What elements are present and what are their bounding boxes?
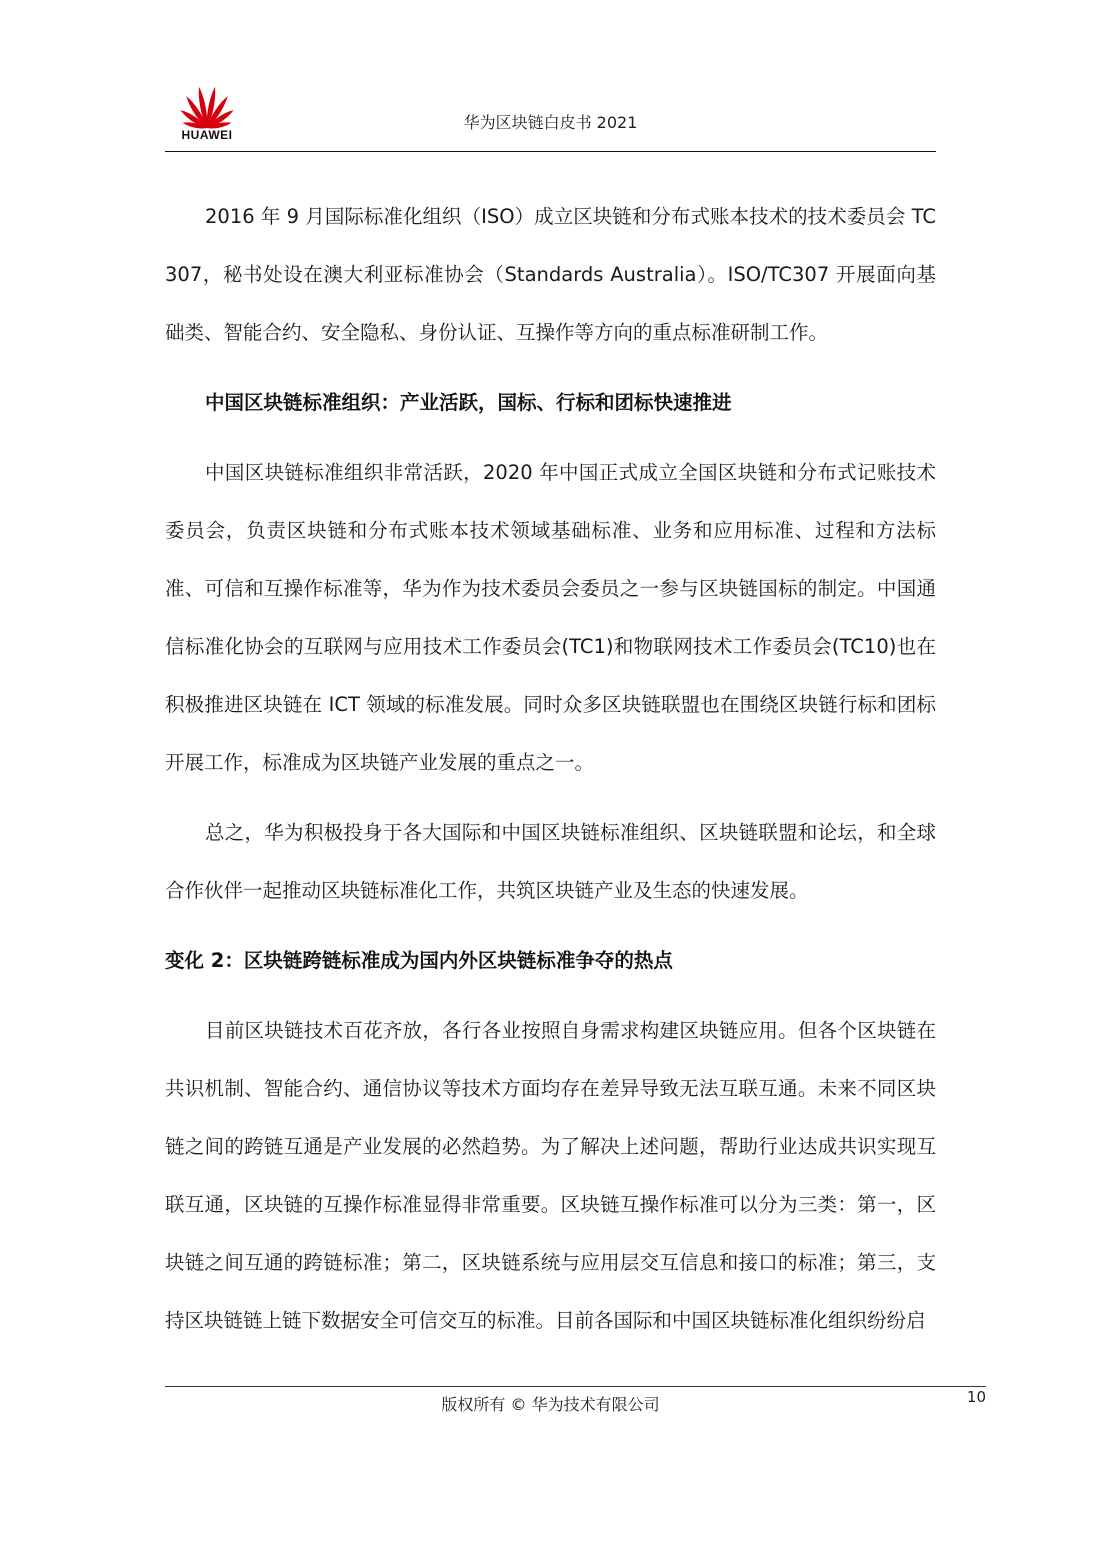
footer-divider bbox=[165, 1386, 986, 1387]
document-title: 华为区块链白皮书 2021 bbox=[463, 113, 638, 132]
subheading-china-standards: 中国区块链标准组织：产业活跃，国标、行标和团标快速推进 bbox=[205, 391, 732, 414]
page-header bbox=[165, 80, 936, 152]
paragraph-iso-tc307: 2016 年 9 月国际标准化组织（ISO）成立区块链和分布式账本技术的技术委员会 TC 307，秘书处设在澳大利亚标准协会（Standards Australia）。ISO/TC307 开展面向基础类、智能合约、安全隐私、身份认证、互操作等方向的重点标准研制工作。 bbox=[165, 205, 936, 344]
paragraph-cross-chain: 目前区块链技术百花齐放，各行各业按照自身需求构建区块链应用。但各个区块链在共识机制、智能合约、通信协议等技术方面均存在差异导致无法互联互通。未来不同区块链之间的跨链互通是产业发展的必然趋势。为了解决上述问题，帮助行业达成共识实现互联互通，区块链的互操作标准显得非常重要。区块链互操作标准可以分为三类：第一，区块链之间互通的跨链标准；第二，区块链系统与应用层交互信息和接口的标准；第三，支持区块链链上链下数据安全可信交互的标准。目前各国际和中国区块链标准化组织纷纷启 bbox=[165, 1019, 936, 1332]
copyright-notice: 版权所有 © 华为技术有限公司 bbox=[441, 1395, 660, 1414]
section-heading-change-2: 变化 2：区块链跨链标准成为国内外区块链标准争夺的热点 bbox=[165, 949, 673, 972]
paragraph-china-standards: 中国区块链标准组织非常活跃，2020 年中国正式成立全国区块链和分布式记账技术委员会，负责区块链和分布式账本技术领域基础标准、业务和应用标准、过程和方法标准、可信和互操作标准等，华为作为技术委员会委员之一参与区块链国标的制定。中国通信标准化协会的互联网与应用技术工作委员会(TC1)和物联网技术工作委员会(TC10)也在积极推进区块链在 ICT 领域的标准发展。同时众多区块链联盟也在围绕区块链行标和团标开展工作，标准成为区块链产业发展的重点之一。 bbox=[165, 461, 936, 774]
page-number: 10 bbox=[966, 1388, 986, 1406]
header-divider bbox=[165, 151, 936, 152]
logo-wordmark: HUAWEI bbox=[181, 128, 233, 142]
page-content bbox=[165, 188, 936, 1350]
paragraph-gap bbox=[165, 792, 936, 804]
paragraph-summary: 总之，华为积极投身于各大国际和中国区块链标准组织、区块链联盟和论坛，和全球合作伙伴一起推动区块链标准化工作，共筑区块链产业及生态的快速发展。 bbox=[165, 821, 936, 902]
